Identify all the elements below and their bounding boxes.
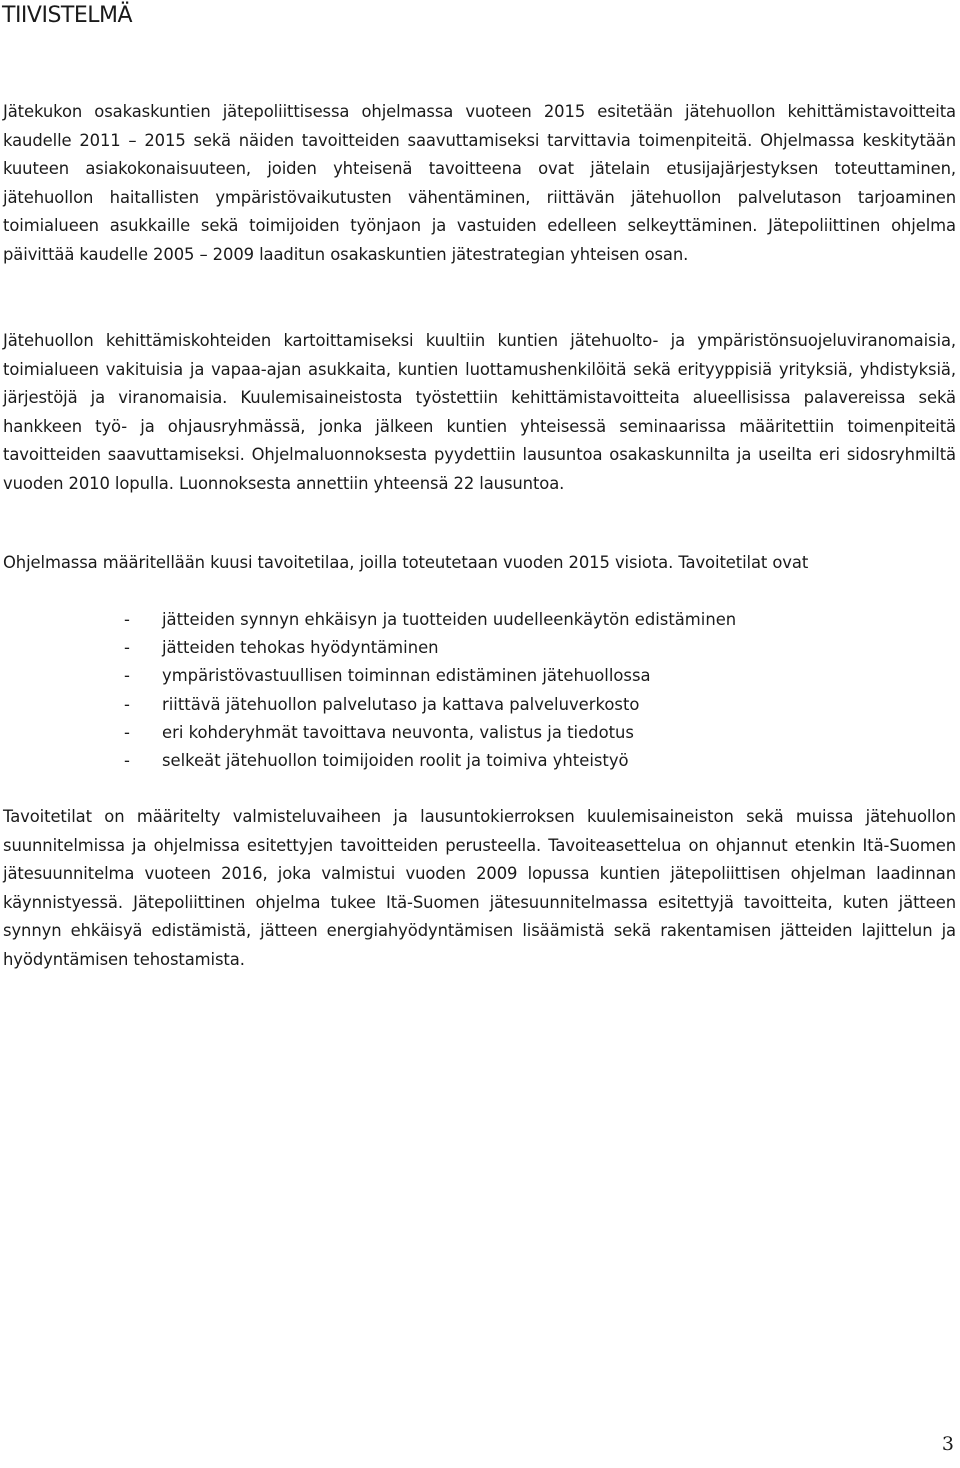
summary-paragraph-1: Jätekukon osakaskuntien jätepoliittisessa ohjelmassa vuoteen 2015 esitetään jätehuollon kehittämistavoitteita kaudelle 2011 – 2015 sekä näiden tavoitteiden saavuttamiseksi tarvittavia toimenpiteitä. Ohjelmassa keskitytään kuuteen asiakokonaisuuteen, joiden yhteisenä tavoitteena ovat jätelain etusijajärjestyksen toteuttaminen, jätehuollon haitallisten ympäristövaikutusten vähentäminen, riittävän jätehuollon palvelutason tarjoaminen toimialueen asukkaille sekä toimijoiden työnjaon ja vastuiden edelleen selkeyttäminen. Jätepoliittinen ohjelma päivittää kaudelle 2005 – 2009 laaditun osakaskuntien jätestrategian yhteisen osan. — [3, 102, 956, 264]
list-bullet: - — [124, 751, 130, 771]
list-item — [118, 691, 736, 719]
goal-list — [118, 606, 736, 775]
list-item-text: ympäristövastuullisen toiminnan edistäminen jätehuollossa — [162, 666, 651, 686]
list-item — [118, 606, 736, 634]
list-item-text: selkeät jätehuollon toimijoiden roolit ja toimiva yhteistyö — [162, 751, 629, 771]
list-item-text: riittävä jätehuollon palvelutaso ja kattava palveluverkosto — [162, 694, 640, 714]
list-item-text: jätteiden synnyn ehkäisyn ja tuotteiden uudelleenkäytön edistäminen — [162, 610, 737, 629]
list-item — [118, 747, 736, 775]
list-bullet: - — [124, 694, 130, 714]
list-item — [118, 662, 736, 690]
list-bullet: - — [124, 638, 130, 658]
summary-paragraph-4: Tavoitetilat on määritelty valmisteluvaiheen ja lausuntokierroksen kuulemisaineiston sekä muissa jätehuollon suunnitelmissa ja ohjelmissa esitettyjen tavoitteiden perusteella. Tavoiteasettelua on ohjannut etenkin Itä-Suomen jätesuunnitelma vuoteen 2016, joka valmistui vuoden 2009 lopussa kuntien jätepoliittisen ohjelman laadinnan käynnistyessä. Jätepoliittinen ohjelma tukee Itä-Suomen jätesuunnitelmassa esitettyjä tavoitteita, kuten jätteen synnyn ehkäisyä edistämistä, jätteen energiahyödyntämisen lisäämistä sekä rakentamisen jätteiden lajittelun ja hyödyntämisen tehostamista. — [3, 807, 956, 969]
list-item — [118, 634, 736, 662]
list-bullet: - — [124, 610, 130, 629]
page-title: TIIVISTELMÄ — [2, 3, 133, 28]
summary-paragraph-2: Jätehuollon kehittämiskohteiden kartoittamiseksi kuultiin kuntien jätehuolto- ja ympäristönsuojeluviranomaisia, toimialueen vakituisia ja vapaa-ajan asukkaita, kuntien luottamushenkilöitä sekä erityyppisiä yrityksiä, yhdistyksiä, järjestöjä ja viranomaisia. Kuulemisaineistosta työstettiin kehittämistavoitteita alueellisissa palavereissa sekä hankkeen työ- ja ohjausryhmässä, jonka jälkeen kuntien yhteisessä seminaarissa määritettiin toimenpiteitä tavoitteiden saavuttamiseksi. Ohjelmaluonnoksesta pyydettiin lausuntoa osakaskunnilta ja useilta eri sidosryhmiltä vuoden 2010 lopulla. Luonnoksesta annettiin yhteensä 22 lausuntoa. — [3, 331, 956, 493]
list-item-text: eri kohderyhmät tavoittava neuvonta, valistus ja tiedotus — [162, 722, 634, 742]
list-item-text: jätteiden tehokas hyödyntäminen — [162, 638, 439, 658]
summary-paragraph-3: Ohjelmassa määritellään kuusi tavoitetilaa, joilla toteutetaan vuoden 2015 visiota. Tavoitetilat ovat — [3, 553, 809, 572]
list-bullet: - — [124, 666, 130, 686]
page-number: 3 — [941, 1433, 954, 1455]
list-item — [118, 719, 736, 747]
list-bullet: - — [124, 722, 130, 742]
